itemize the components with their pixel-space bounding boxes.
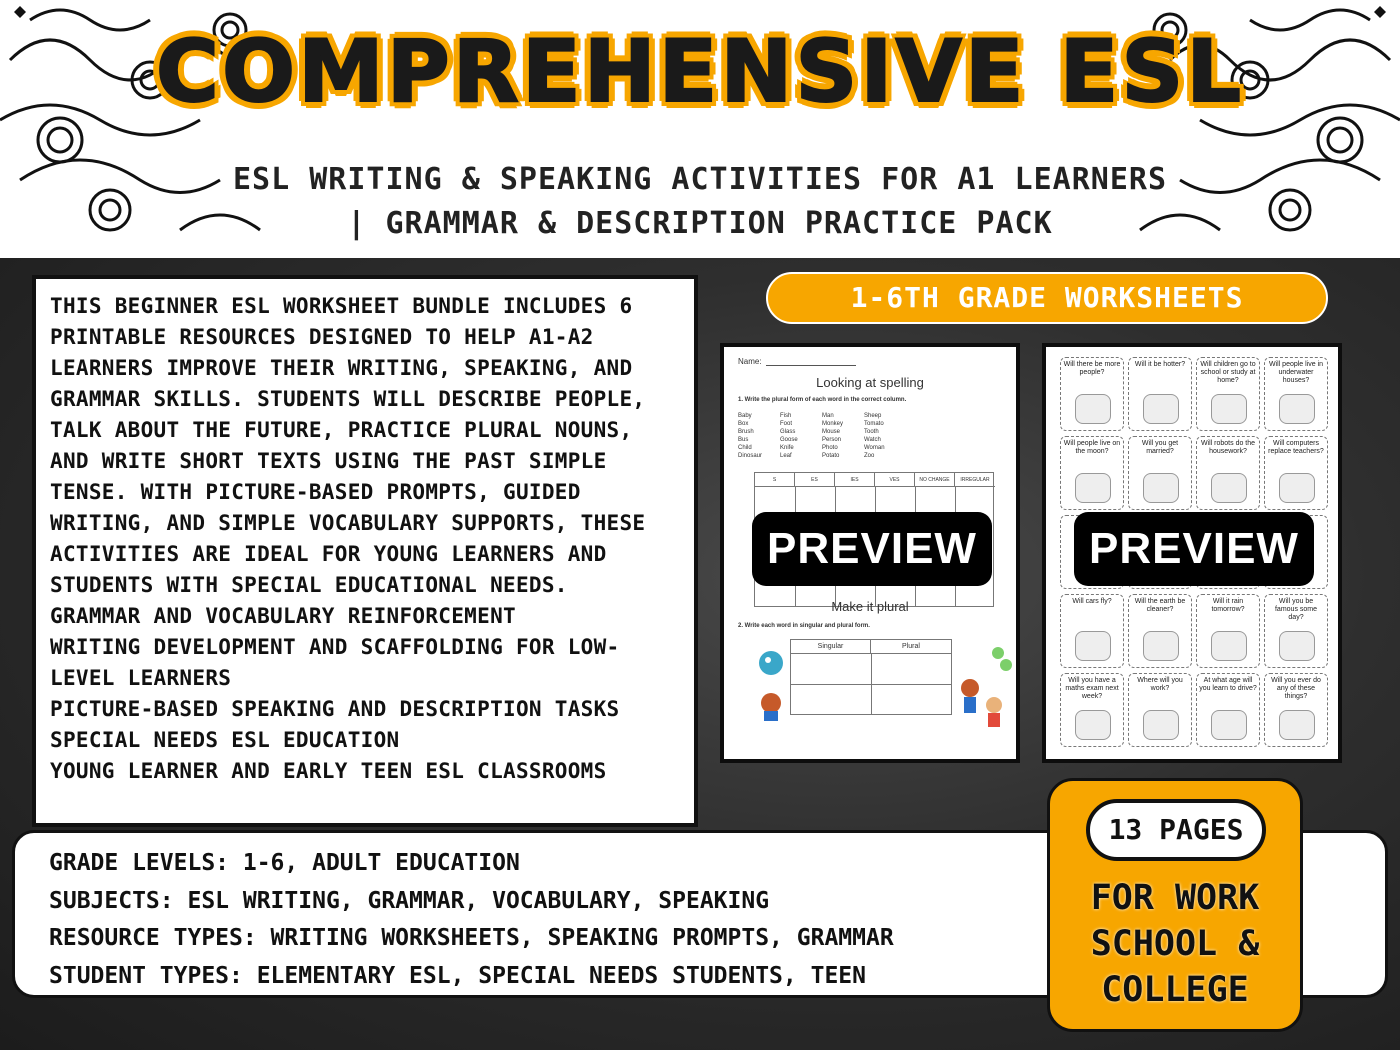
question-illustration: [1211, 710, 1247, 740]
preview-badge-1[interactable]: PREVIEW: [752, 512, 992, 586]
question-text: Will you ever do any of these things?: [1271, 677, 1321, 700]
question-card: [1128, 357, 1192, 431]
question-card: [1196, 673, 1260, 747]
question-card: [1128, 594, 1192, 668]
name-label: Name:: [738, 357, 762, 366]
question-card: [1060, 594, 1124, 668]
table-divider: [791, 684, 951, 685]
word-item: Bus: [738, 437, 749, 443]
worksheet-heading-2: Make it plural: [831, 599, 909, 614]
word-item: Tooth: [864, 429, 879, 435]
word-item: Photo: [822, 445, 838, 451]
usage-line: SCHOOL &: [1090, 924, 1260, 964]
description-line: WRITING DEVELOPMENT AND SCAFFOLDING FOR LOW-: [50, 635, 620, 659]
description-line: TALK ABOUT THE FUTURE, PRACTICE PLURAL NOUNS,: [50, 418, 633, 442]
plural-column-header: IRREGULAR: [955, 473, 995, 487]
word-item: Brush: [738, 429, 754, 435]
name-line: [766, 365, 856, 366]
word-item: Potato: [822, 453, 840, 459]
question-card: [1060, 357, 1124, 431]
word-item: Leaf: [780, 453, 792, 459]
description-line: LEARNERS IMPROVE THEIR WRITING, SPEAKING, AND: [50, 356, 633, 380]
question-illustration: [1143, 473, 1179, 503]
word-item: Sheep: [864, 413, 882, 419]
word-item: Man: [822, 413, 834, 419]
question-card: [1264, 357, 1328, 431]
pages-box: [1047, 778, 1303, 1032]
question-text: Will cars fly?: [1072, 598, 1112, 605]
question-card: [1264, 436, 1328, 510]
question-illustration: [1211, 473, 1247, 503]
usage-line: FOR WORK: [1090, 878, 1260, 918]
question-card: [1264, 673, 1328, 747]
worksheet-instruction-2: 2. Write each word in singular and plural form.: [738, 623, 870, 629]
plural-header: Plural: [871, 640, 951, 654]
question-card: [1060, 436, 1124, 510]
question-card: [1196, 594, 1260, 668]
description-box: [32, 275, 698, 827]
question-illustration: [1075, 473, 1111, 503]
question-text: Will you get married?: [1141, 440, 1179, 455]
question-illustration: [1279, 710, 1315, 740]
monster-clipart: [754, 643, 788, 723]
plural-column-header: VES: [875, 473, 915, 487]
question-card: [1196, 357, 1260, 431]
subtitle-line-2: | GRAMMAR & DESCRIPTION PRACTICE PACK: [347, 206, 1053, 241]
question-text: Where will you work?: [1137, 677, 1183, 692]
question-illustration: [1279, 394, 1315, 424]
question-illustration: [1143, 394, 1179, 424]
description-line: PRINTABLE RESOURCES DESIGNED TO HELP A1-A2: [50, 325, 594, 349]
description-line: YOUNG LEARNER AND EARLY TEEN ESL CLASSROOMS: [50, 759, 607, 783]
grade-levels-line: GRADE LEVELS: 1-6, ADULT EDUCATION: [49, 850, 520, 876]
question-text: Will there be more people?: [1063, 361, 1121, 376]
singular-plural-table: [790, 639, 952, 715]
description-line: GRAMMAR AND VOCABULARY REINFORCEMENT: [50, 604, 516, 628]
description-line: AND WRITE SHORT TEXTS USING THE PAST SIMPLE: [50, 449, 607, 473]
word-item: Dinosaur: [738, 453, 763, 459]
singular-header: Singular: [791, 640, 871, 654]
question-illustration: [1211, 394, 1247, 424]
question-illustration: [1279, 473, 1315, 503]
word-item: Box: [738, 421, 749, 427]
description-line: STUDENTS WITH SPECIAL EDUCATIONAL NEEDS.: [50, 573, 568, 597]
main-title: COMPREHENSIVE ESL: [155, 22, 1245, 122]
word-item: Monkey: [822, 421, 844, 427]
description-text: [50, 291, 682, 787]
resource-types-line: RESOURCE TYPES: WRITING WORKSHEETS, SPEAKING PROMPTS, GRAMMAR: [49, 925, 894, 951]
student-types-line: STUDENT TYPES: ELEMENTARY ESL, SPECIAL NEEDS STUDENTS, TEEN: [49, 962, 866, 989]
plural-column-header: S: [755, 473, 795, 487]
word-item: Person: [822, 437, 842, 443]
question-illustration: [1143, 710, 1179, 740]
description-line: SPECIAL NEEDS ESL EDUCATION: [50, 728, 400, 752]
question-card: [1196, 436, 1260, 510]
question-illustration: [1075, 710, 1111, 740]
plural-column-header: NO CHANGE: [915, 473, 955, 487]
question-illustration: [1143, 631, 1179, 661]
description-line: WRITING, AND SIMPLE VOCABULARY SUPPORTS, THESE: [50, 511, 646, 535]
description-line: LEVEL LEARNERS: [50, 666, 232, 690]
subtitle-line-1: ESL WRITING & SPEAKING ACTIVITIES FOR A1 LEARNERS: [232, 162, 1167, 197]
description-line: TENSE. WITH PICTURE-BASED PROMPTS, GUIDED: [50, 480, 581, 504]
question-text: Will the earth be cleaner?: [1134, 598, 1186, 613]
word-item: Foot: [780, 421, 793, 427]
question-card: [1128, 436, 1192, 510]
word-item: Knife: [780, 445, 794, 451]
word-item: Tomato: [864, 421, 884, 427]
question-text: Will people live on the moon?: [1063, 440, 1121, 455]
word-item: Baby: [738, 413, 752, 419]
question-text: Will it rain tomorrow?: [1211, 598, 1245, 613]
question-text: Will you have a maths exam next week?: [1065, 677, 1119, 700]
description-line: GRAMMAR SKILLS. STUDENTS WILL DESCRIBE PEOPLE,: [50, 387, 646, 411]
plural-column-header: IES: [835, 473, 875, 487]
usage-text: [1050, 875, 1300, 1013]
word-item: Child: [738, 445, 752, 451]
question-illustration: [1279, 631, 1315, 661]
question-illustration: [1075, 394, 1111, 424]
page-count-pill: 13 PAGES: [1086, 799, 1266, 861]
worksheet-instruction-1: 1. Write the plural form of each word in the correct column.: [738, 397, 907, 403]
question-text: Will computers replace teachers?: [1268, 440, 1324, 455]
word-item: Goose: [780, 437, 798, 443]
question-text: Will it be hotter?: [1134, 361, 1186, 368]
word-item: Fish: [780, 413, 792, 419]
question-text: Will robots do the housework?: [1200, 440, 1256, 455]
subjects-line: SUBJECTS: ESL WRITING, GRAMMAR, VOCABULARY, SPEAKING: [49, 887, 770, 914]
word-item: Glass: [780, 429, 796, 435]
header-banner: [0, 0, 1400, 258]
question-illustration: [1211, 631, 1247, 661]
question-card: [1264, 594, 1328, 668]
usage-line: COLLEGE: [1101, 970, 1249, 1010]
description-line: THIS BEGINNER ESL WORKSHEET BUNDLE INCLUDES 6: [50, 294, 633, 318]
description-line: PICTURE-BASED SPEAKING AND DESCRIPTION TASKS: [50, 697, 620, 721]
word-item: Zoo: [864, 453, 875, 459]
question-text: At what age will you learn to drive?: [1199, 677, 1257, 692]
question-text: Will children go to school or study at home?: [1200, 361, 1256, 384]
description-line: ACTIVITIES ARE IDEAL FOR YOUNG LEARNERS AND: [50, 542, 607, 566]
plural-column-header: ES: [795, 473, 835, 487]
preview-badge-2[interactable]: PREVIEW: [1074, 512, 1314, 586]
word-item: Mouse: [822, 429, 841, 435]
question-text: Will people live in underwater houses?: [1268, 361, 1324, 384]
grade-pill: 1-6TH GRADE WORKSHEETS: [766, 272, 1328, 324]
question-card: [1128, 673, 1192, 747]
question-card: [1060, 673, 1124, 747]
word-item: Woman: [864, 445, 885, 451]
question-text: Will you be famous some day?: [1274, 598, 1318, 621]
kids-clipart: [956, 643, 1016, 733]
question-illustration: [1075, 631, 1111, 661]
worksheet-heading-1: Looking at spelling: [816, 375, 924, 390]
word-item: Watch: [864, 437, 881, 443]
